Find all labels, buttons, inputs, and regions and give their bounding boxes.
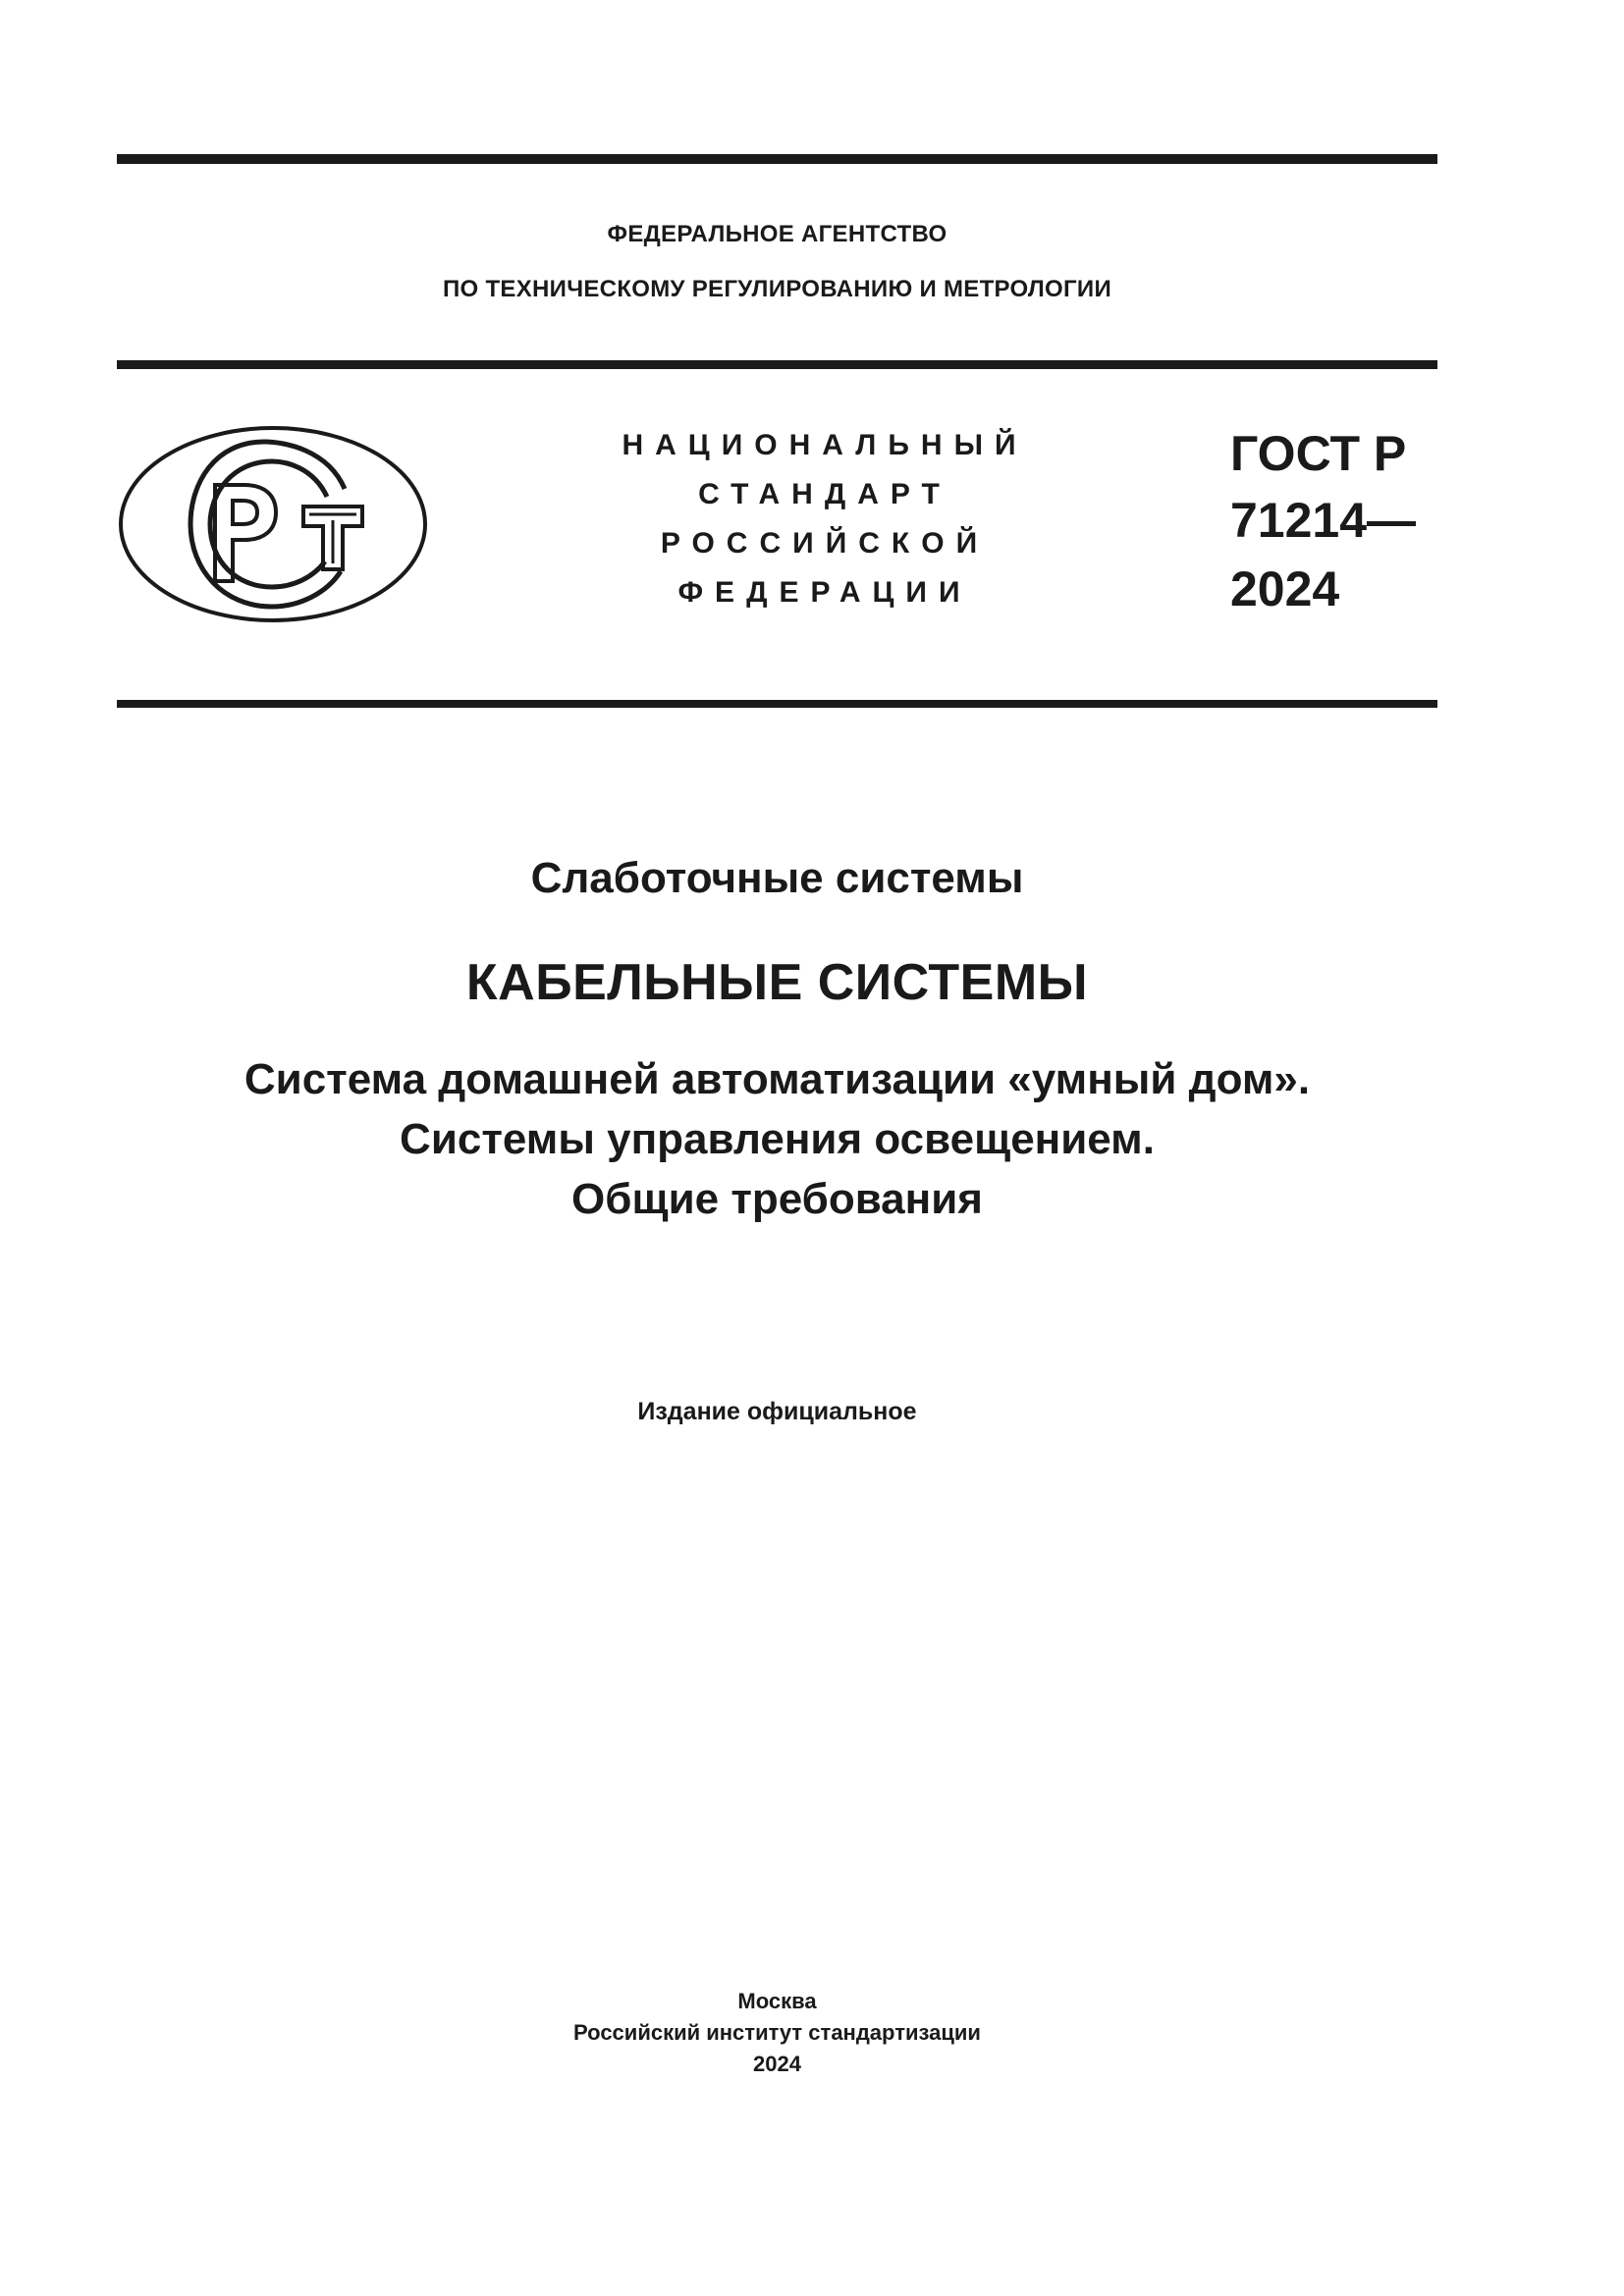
standard-designation-line-3: 2024	[1230, 561, 1340, 616]
national-standard-line-2: СТАНДАРТ	[698, 478, 951, 510]
imprint-year: 2024	[753, 2052, 801, 2076]
title-divider-rule	[117, 700, 1437, 708]
rst-logo-icon	[117, 424, 429, 624]
national-standard-line-4: ФЕДЕРАЦИИ	[677, 576, 972, 609]
document-description-line-2: Системы управления освещением.	[400, 1115, 1155, 1163]
standard-designation-line-2: 71214—	[1230, 493, 1417, 548]
document-description-line-3: Общие требования	[571, 1175, 983, 1223]
document-main-title: КАБЕЛЬНЫЕ СИСТЕМЫ	[465, 954, 1089, 1011]
national-standard-line-3: РОССИЙСКОЙ	[660, 527, 990, 560]
agency-name-line-1: ФЕДЕРАЛЬНОЕ АГЕНТСТВО	[607, 221, 947, 247]
top-rule	[117, 154, 1437, 164]
imprint-publisher: Российский институт стандартизации	[573, 2020, 981, 2045]
document-description-line-1: Система домашней автоматизации «умный дом».	[244, 1055, 1311, 1103]
national-standard-line-1: НАЦИОНАЛЬНЫЙ	[622, 429, 1028, 461]
document-subtitle: Слаботочные системы	[530, 854, 1024, 902]
imprint-city: Москва	[737, 1989, 817, 2013]
standard-designation-line-1: ГОСТ Р	[1230, 426, 1407, 481]
agency-name-line-2: ПО ТЕХНИЧЕСКОМУ РЕГУЛИРОВАНИЮ И МЕТРОЛОГИИ	[442, 276, 1112, 302]
header-divider-rule	[117, 360, 1437, 369]
edition-label: Издание официальное	[637, 1398, 917, 1425]
